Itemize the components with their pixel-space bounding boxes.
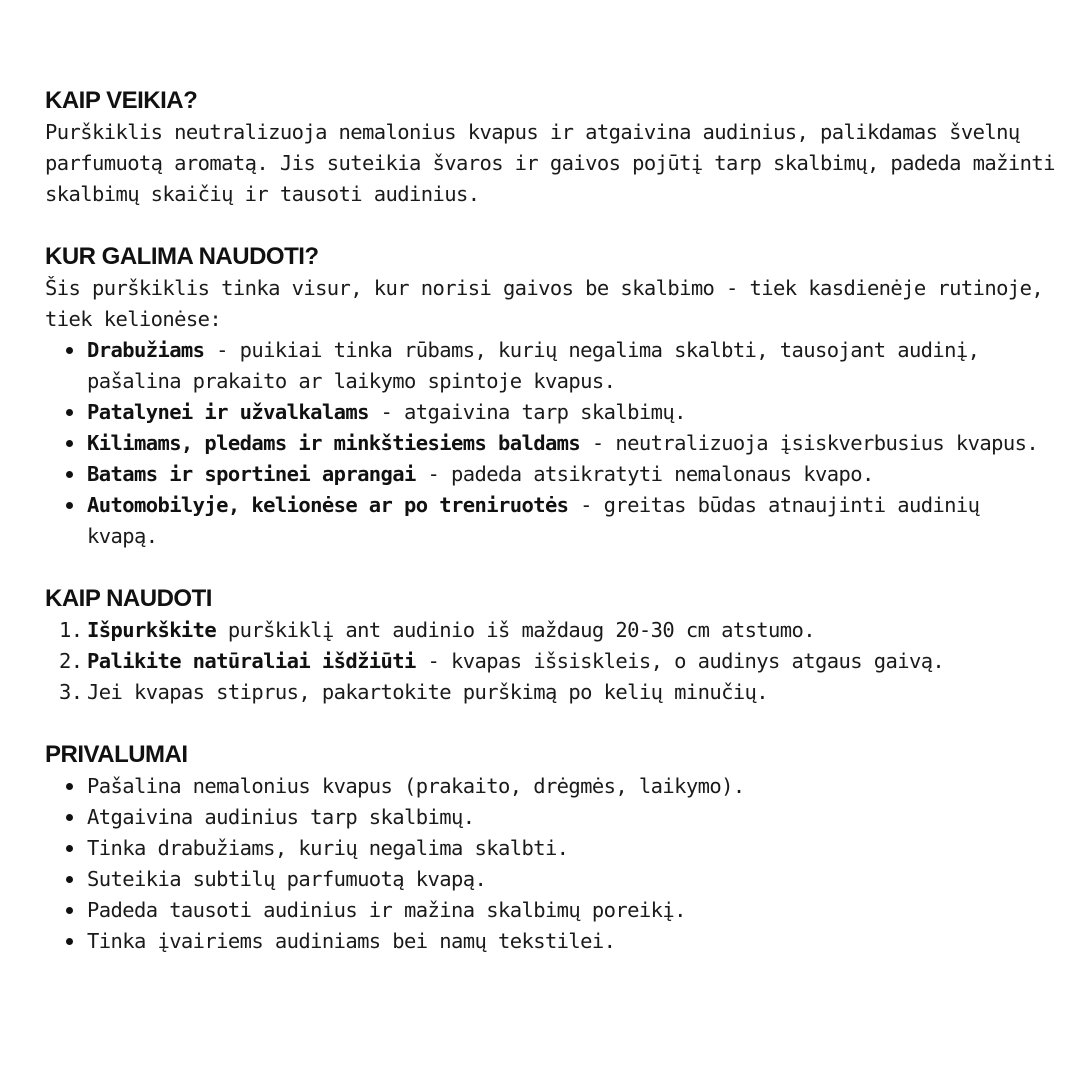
bullet-dot	[66, 783, 73, 790]
step-bold-label: Palikite natūraliai išdžiūti	[87, 649, 416, 673]
list-item	[45, 397, 1055, 428]
bullet-dot	[66, 347, 73, 354]
bullet-dot	[66, 938, 73, 945]
list-item	[45, 335, 1055, 397]
section-heading: KAIP VEIKIA?	[45, 87, 198, 114]
bullet-dot	[66, 502, 73, 509]
list-item	[45, 895, 1055, 926]
step-number: 3.	[59, 680, 83, 704]
bullet-dot	[66, 471, 73, 478]
usage-list	[45, 335, 1055, 552]
item-text: - puikiai tinka rūbams, kurių negalima skalbti, tausojant audinį, pašalina prakaito ar laikymo spintoje kvapus.	[87, 338, 980, 393]
step-text: Jei kvapas stiprus, pakartokite purškimą po kelių minučių.	[87, 680, 769, 704]
item-text: - padeda atsikratyti nemalonaus kvapo.	[415, 462, 874, 486]
item-text: Tinka drabužiams, kurių negalima skalbti.	[87, 836, 569, 860]
item-text: Padeda tausoti audinius ir mažina skalbimų poreikį.	[87, 898, 686, 922]
item-bold-label: Batams ir sportinei aprangai	[87, 462, 416, 486]
item-bold-label: Patalynei ir užvalkalams	[87, 400, 369, 424]
item-text: Atgaivina audinius tarp skalbimų.	[87, 805, 475, 829]
step-text: - kvapas išsiskleis, o audinys atgaus gaivą.	[415, 649, 945, 673]
list-item	[45, 428, 1055, 459]
benefits-list	[45, 771, 1055, 957]
bullet-dot	[66, 440, 73, 447]
section-benefits	[45, 739, 1055, 957]
item-text: - greitas būdas atnaujinti audinių kvapą.	[87, 493, 980, 548]
section-paragraph: Purškiklis neutralizuoja nemalonius kvapus ir atgaivina audinius, palikdamas švelnų parfumuotą aromatą. Jis suteikia švaros ir gaivos pojūtį tarp skalbimų, padeda mažinti skalbimų skaičių ir tausoti audinius.	[45, 120, 1055, 206]
section-heading: PRIVALUMAI	[45, 741, 188, 768]
item-bold-label: Automobilyje, kelionėse ar po treniruotės	[87, 493, 569, 517]
list-item	[45, 490, 1055, 552]
bullet-dot	[66, 876, 73, 883]
bullet-dot	[66, 845, 73, 852]
step-item	[45, 646, 1055, 677]
step-text: purškiklį ant audinio iš maždaug 20-30 cm atstumo.	[216, 618, 816, 642]
step-bold-label: Išpurkškite	[87, 618, 217, 642]
list-item	[45, 802, 1055, 833]
list-item	[45, 926, 1055, 957]
step-number: 2.	[59, 649, 83, 673]
bullet-dot	[66, 814, 73, 821]
section-heading: KAIP NAUDOTI	[45, 585, 212, 612]
item-bold-label: Kilimams, pledams ir minkštiesiems baldams	[87, 431, 581, 455]
section-intro: Šis purškiklis tinka visur, kur norisi gaivos be skalbimo - tiek kasdienėje rutinoje, tiek kelionėse:	[45, 276, 1044, 331]
section-heading: KUR GALIMA NAUDOTI?	[45, 243, 319, 270]
list-item	[45, 833, 1055, 864]
step-number: 1.	[59, 618, 83, 642]
step-item	[45, 615, 1055, 646]
item-text: Pašalina nemalonius kvapus (prakaito, drėgmės, laikymo).	[87, 774, 745, 798]
section-how-to-use	[45, 583, 1055, 708]
item-text: - atgaivina tarp skalbimų.	[368, 400, 686, 424]
list-item	[45, 771, 1055, 802]
item-text: Suteikia subtilų parfumuotą kvapą.	[87, 867, 487, 891]
step-item	[45, 677, 1055, 708]
product-description	[45, 85, 1055, 988]
item-text: Tinka įvairiems audiniams bei namų tekstilei.	[87, 929, 616, 953]
list-item	[45, 864, 1055, 895]
bullet-dot	[66, 409, 73, 416]
section-where-to-use	[45, 241, 1055, 552]
bullet-dot	[66, 907, 73, 914]
item-text: - neutralizuoja įsiskverbusius kvapus.	[580, 431, 1039, 455]
steps-list	[45, 615, 1055, 708]
list-item	[45, 459, 1055, 490]
item-bold-label: Drabužiams	[87, 338, 205, 362]
section-how-it-works	[45, 85, 1055, 210]
